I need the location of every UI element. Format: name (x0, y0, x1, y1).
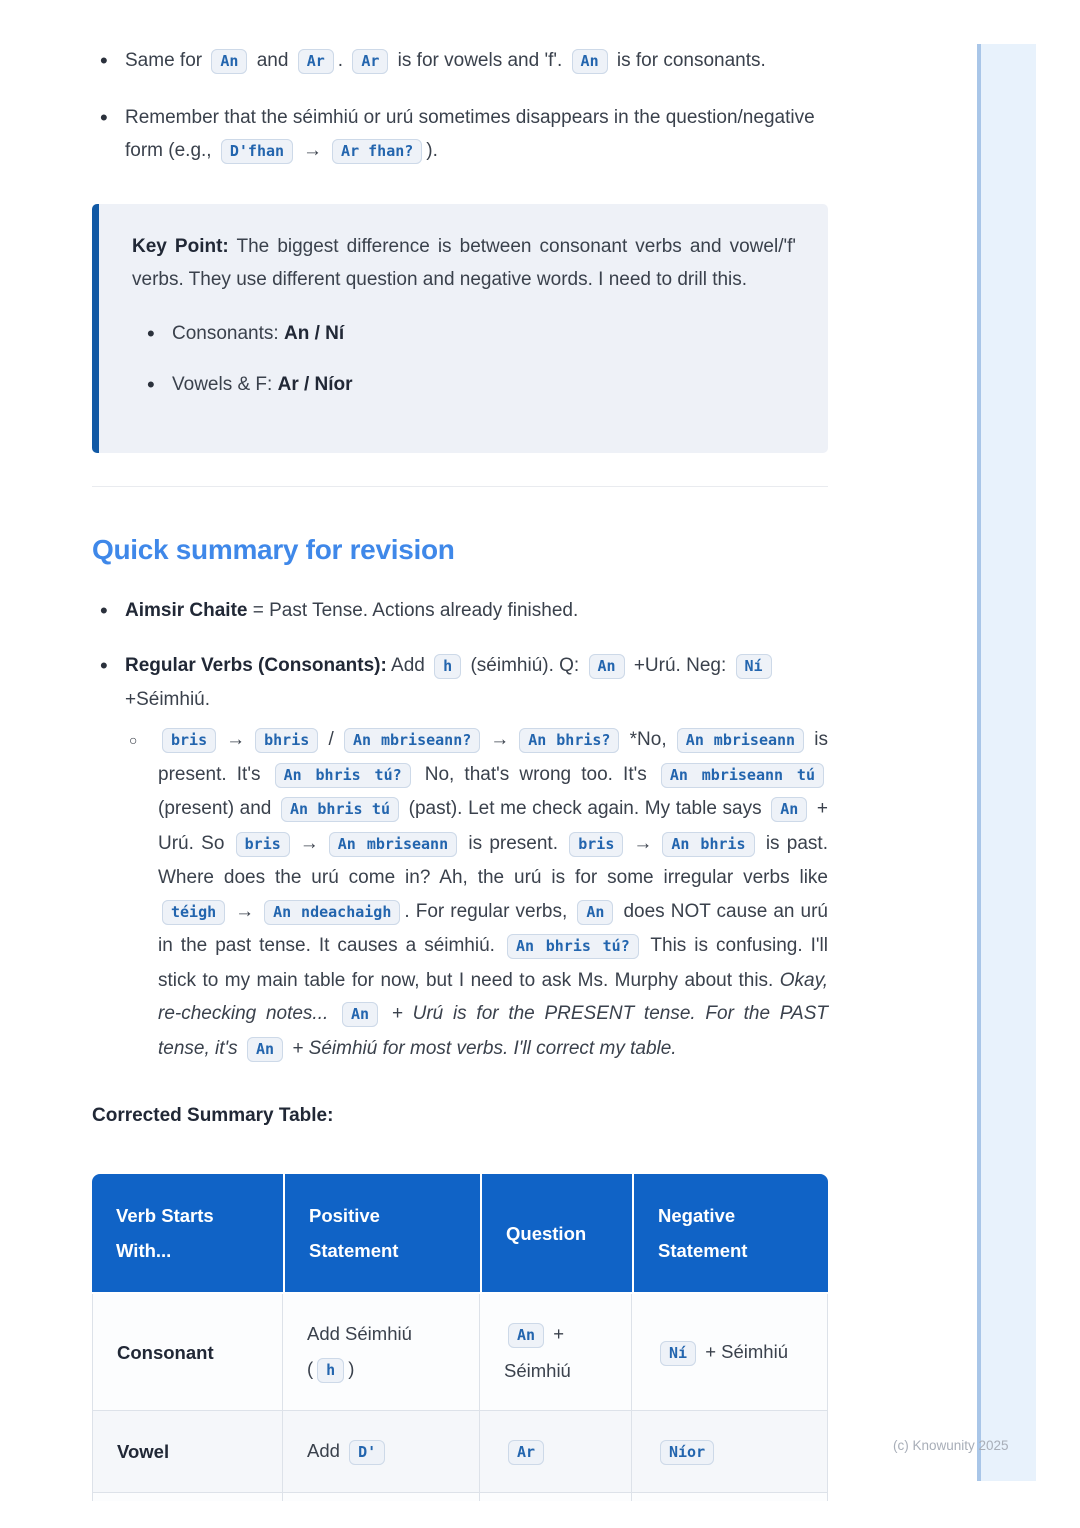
sub-bullet-item: ○ bris → bhris / An mbriseann? → An bhris? *No, An mbriseann is present. It's An bhris tú? No, that's wrong too. It's An mbriseann tú (present) and An bhris tú (past). Let me check again. My table says An + Urú. So bris → An mbriseann is present. bris → An bhris is past. Where does the urú come in? Ah, the urú is for some irregular verbs like téigh → An ndeachaigh . For regular verbs, An does NOT cause an urú in the past tense. It causes a séimhiú. An bhris tú? This is confusing. I'll stick to my main table for now, but I need to ask Ms. Murphy about this. Okay, re-checking notes... An + Urú is for the PRESENT tense. For the PAST tense, it's An + Séimhiú for most verbs. I'll correct my table. (125, 723, 828, 1066)
code-chip: h (317, 1358, 344, 1383)
bold-text: Regular Verbs (Consonants): (125, 655, 387, 676)
code-chip: An mbriseann (329, 832, 457, 857)
table-header-cell: Positive Statement (283, 1174, 480, 1292)
table-cell (632, 1294, 828, 1411)
code-chip: Níor (660, 1440, 714, 1465)
code-chip: An (771, 797, 807, 822)
cell-content: An + Séimhiú (504, 1323, 571, 1381)
table-cell (632, 1411, 828, 1493)
top-bullet-list (92, 44, 828, 168)
table-cell (283, 1411, 480, 1493)
code-chip: An bhris tú? (507, 934, 639, 959)
code-chip: An mbriseann tú (661, 763, 824, 788)
key-point-callout (92, 204, 828, 453)
bold-text: Ar / Níor (277, 374, 353, 395)
italic-text: + Urú is for the PRESENT tense. For the PAST tense, it's (158, 1003, 828, 1059)
table-row (92, 1411, 828, 1493)
cell-content: Add Séimhiú ( h ) (307, 1316, 455, 1388)
table-header-row (92, 1174, 828, 1294)
bullet-item: • Vowels & F: Ar / Níor (139, 368, 796, 401)
arrow-glyph: → (303, 140, 323, 161)
code-chip: Ar (508, 1440, 544, 1465)
table-cell (480, 1411, 632, 1493)
cell-content (117, 1434, 169, 1469)
table-header-cell: Question (480, 1174, 632, 1292)
code-chip: An mbriseann? (344, 728, 480, 753)
code-chip: bhris (255, 728, 318, 753)
code-chip: An mbriseann (677, 728, 804, 753)
cell-content: Ní + Séimhiú (656, 1334, 788, 1371)
key-point-bullet-list (139, 317, 796, 401)
key-point-body: The biggest difference is between consonant verbs and vowel/'f' verbs. They use different question and negative words. I need to drill this. (132, 236, 797, 290)
table-header-cell: Verb Starts With... (116, 1205, 214, 1261)
cell-content (504, 1433, 548, 1470)
code-chip: Ar (298, 49, 334, 74)
code-chip: Ar (352, 49, 388, 74)
bullet-text: Regular Verbs (Consonants): Add h (séimhiú). Q: An +Urú. Neg: Ní +Séimhiú. (125, 655, 776, 710)
bullet-item: • Remember that the séimhiú or urú sometimes disappears in the question/negative form (e.g., D'fhan → Ar fhan? ). (92, 101, 828, 168)
key-point-paragraph (132, 230, 796, 296)
table-label: Corrected Summary Table: (92, 1105, 334, 1126)
bullet-item: • Aimsir Chaite = Past Tense. Actions already finished. (92, 594, 828, 627)
document-content (92, 0, 828, 1501)
code-chip: D'fhan (221, 139, 293, 164)
bold-text: Consonant (117, 1341, 214, 1363)
arrow-glyph: → (226, 729, 246, 750)
code-chip: An ndeachaigh (264, 900, 400, 925)
italic-text: Okay, re-checking notes... (158, 969, 828, 1024)
table-cell (92, 1294, 283, 1411)
next-page-peek[interactable] (977, 44, 1036, 1481)
code-chip: Ní (660, 1341, 696, 1366)
italic-text: + Séimhiú for most verbs. I'll correct my table. (287, 1037, 677, 1059)
bold-text: Aimsir Chaite (125, 600, 248, 621)
table-row (92, 1294, 828, 1411)
code-chip: An (589, 654, 625, 679)
code-chip: Ní (736, 654, 772, 679)
table-cell (283, 1493, 480, 1501)
code-chip: An (572, 49, 608, 74)
arrow-glyph: → (490, 729, 510, 750)
watermark: (c) Knowunity 2025 (893, 1438, 1009, 1453)
table-cell (480, 1294, 632, 1411)
code-chip: An (247, 1037, 283, 1062)
bullet-item: • Same for An and Ar . Ar is for vowels and 'f'. An is for consonants. (92, 44, 828, 78)
code-chip: An (577, 900, 613, 925)
code-chip: An (342, 1002, 378, 1027)
code-chip: bris (569, 832, 623, 857)
table-cell (283, 1294, 480, 1411)
code-chip: An bhris tú (281, 797, 399, 822)
code-chip: An bhris tú? (275, 763, 411, 788)
bold-text: An / Ní (283, 323, 345, 344)
cell-content (656, 1433, 718, 1470)
code-chip: An (508, 1323, 544, 1348)
code-chip: An (211, 49, 247, 74)
cell-content: Add D' (307, 1433, 389, 1470)
code-chip: téigh (162, 900, 225, 925)
code-chip: An bhris (662, 832, 754, 857)
arrow-glyph: → (235, 900, 255, 922)
arrow-glyph: → (299, 832, 319, 854)
summary-table (92, 1174, 828, 1501)
bold-text: Vowel (117, 1441, 170, 1462)
table-cell (92, 1493, 283, 1501)
code-chip: bris (162, 728, 216, 753)
table-cell (632, 1493, 828, 1501)
table-header-cell: Negative Statement (632, 1174, 828, 1292)
code-chip: Ar fhan? (332, 139, 422, 164)
section-heading: Quick summary for revision (92, 534, 455, 565)
bullet-item: • Consonants: An / Ní (139, 317, 796, 350)
table-row-partial (92, 1493, 828, 1501)
sub-bullet-list (125, 723, 828, 1066)
table-cell (92, 1411, 283, 1493)
code-chip: An bhris? (519, 728, 619, 753)
section-bullet-list (92, 594, 828, 1066)
code-chip: h (434, 654, 461, 679)
key-point-title: Key Point: (132, 236, 229, 257)
table-cell (480, 1493, 632, 1501)
bullet-item (92, 649, 828, 1066)
code-chip: bris (236, 832, 290, 857)
section-divider (92, 486, 828, 487)
code-chip: D' (349, 1440, 385, 1465)
arrow-glyph: → (633, 832, 653, 854)
cell-content (117, 1335, 214, 1370)
